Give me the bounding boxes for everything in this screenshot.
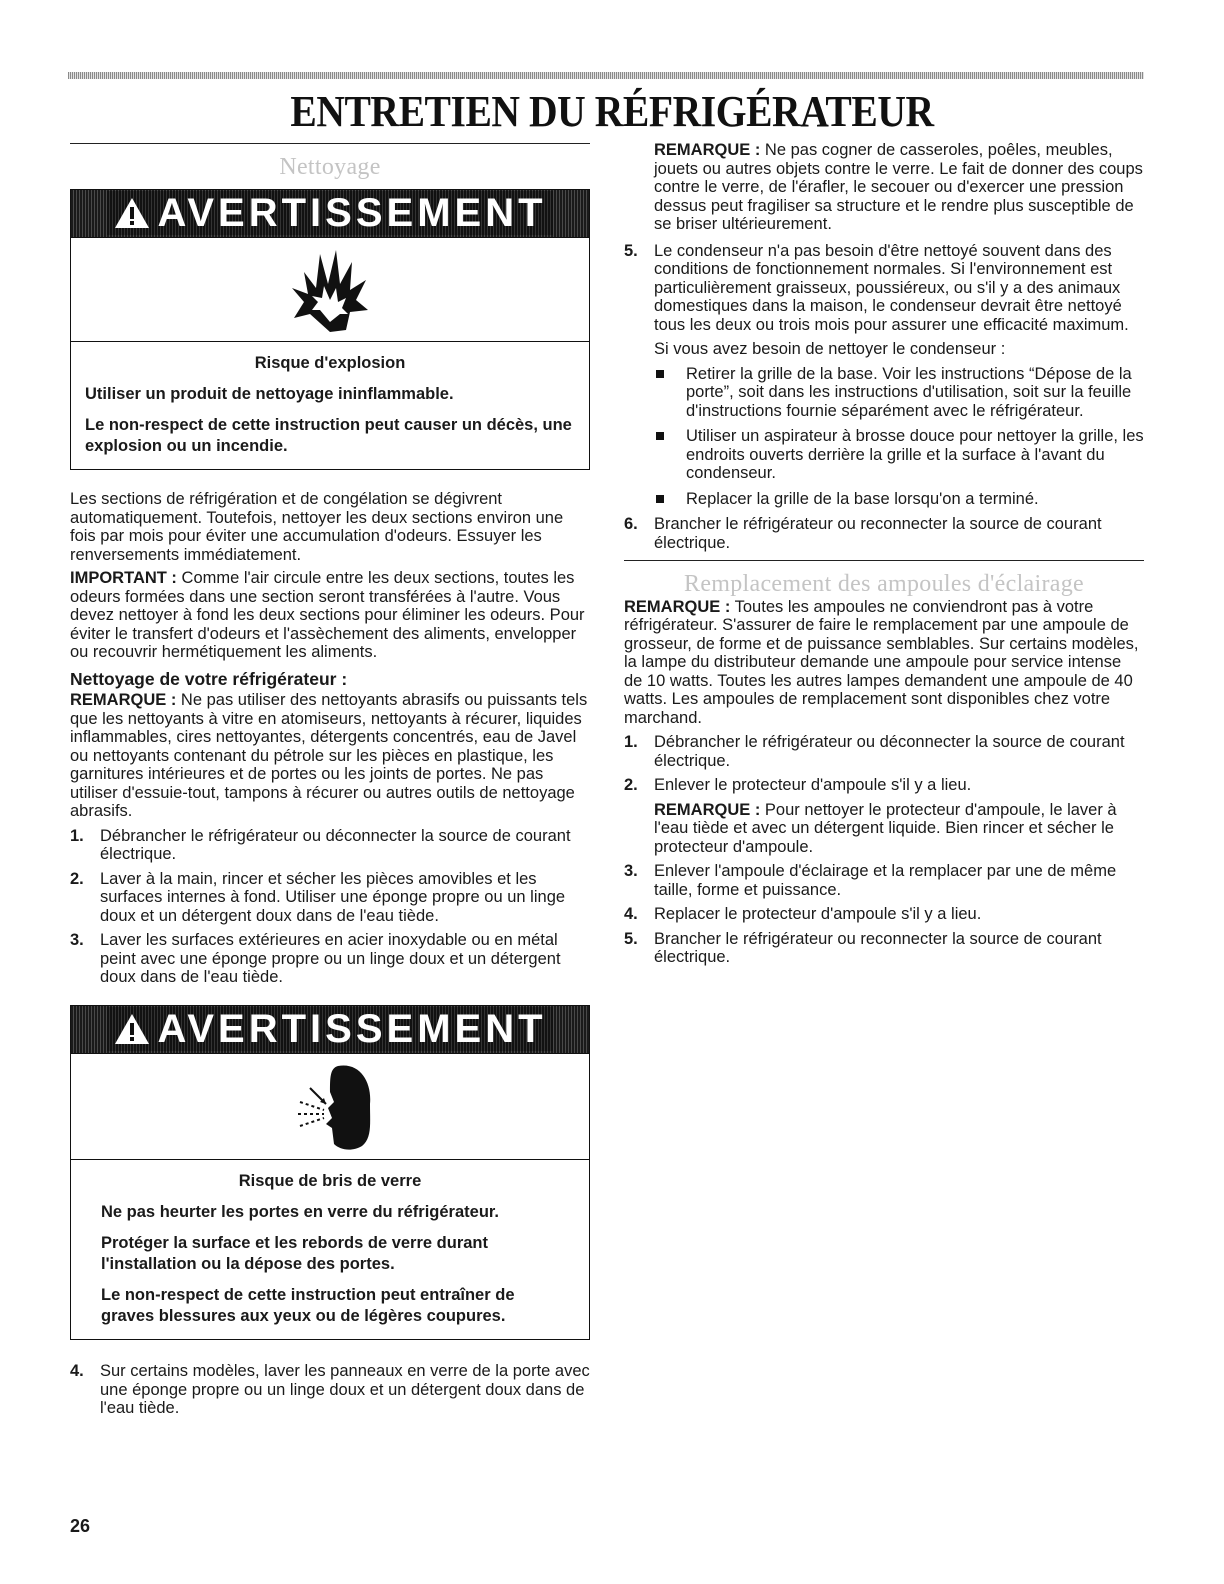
list-item: [624, 515, 1144, 552]
step-text: Enlever le protecteur d'ampoule s'il y a lieu.: [654, 776, 972, 794]
important-paragraph: [70, 569, 590, 662]
bullet-icon: [654, 490, 686, 509]
step-number: 6.: [624, 515, 638, 533]
top-rule: [68, 72, 1144, 79]
page-title: ENTRETIEN DU RÉFRIGÉRATEUR: [290, 87, 934, 136]
step-text: Laver les surfaces extérieures en acier inoxydable ou en métal peint avec une éponge propre ou un linge doux et un détergent doux dans de l'eau tiède.: [100, 931, 561, 986]
list-item: [624, 862, 1144, 899]
note-text: Ne pas cogner de casseroles, poêles, meubles, jouets ou autres objets contre le verre. Le fait de donner des coups contre le verre, de l'érafler, le secouer ou d'exercer une pression dessus peut fragiliser sa structure et le rendre plus susceptible de se briser ultérieurement.: [654, 141, 1143, 233]
step-number: 4.: [624, 905, 638, 923]
note-text: Pour nettoyer le protecteur d'ampoule, le laver à l'eau tiède et avec un détergent liquide. Bien rincer et sécher le protecteur d'ampoule.: [654, 800, 1117, 856]
list-item: [70, 1362, 590, 1418]
warning-title: AVERTISSEMENT: [157, 1007, 547, 1051]
note-label: REMARQUE :: [654, 800, 761, 819]
warning-risk: Risque de bris de verre: [238, 1171, 422, 1190]
indent-spacer: [624, 141, 654, 234]
warning-line: Protéger la surface et les rebords de verre durant l'installation ou la dépose des portes.: [101, 1234, 488, 1273]
list-item: [654, 427, 1144, 483]
left-column: [70, 143, 590, 1424]
step-number: 1.: [70, 826, 84, 845]
list-item: [624, 801, 1144, 857]
step-number: 4.: [70, 1362, 84, 1380]
step-text: Laver à la main, rincer et sécher les pièces amovibles et les surfaces internes à fond. Utiliser une éponge propre ou un linge doux et un détergent doux dans de l'eau tiède.: [100, 869, 566, 925]
list-item: [70, 931, 590, 987]
section-rule: [624, 560, 1144, 561]
bullet-icon: [654, 427, 686, 483]
important-text: Comme l'air circule entre les deux sections, toutes les odeurs formées dans une section seront transférées à l'autre. Vous devez nettoyer à fond les deux sections pour éliminer les odeurs. Pour éviter le transfert d'odeurs et l'assèchement des aliments, envelopper ou recouvrir hermétiquement les aliments.: [70, 569, 585, 661]
warning-line: Le non-respect de cette instruction peut causer un décès, une explosion ou un incendie.: [85, 416, 572, 455]
warning-icon-row: [71, 1054, 589, 1160]
bulbs-note-paragraph: [624, 598, 1144, 728]
step-number: 3.: [624, 862, 638, 880]
glass-note: [654, 141, 1144, 234]
warning-box-glass: [70, 1005, 590, 1341]
eye-injury-icon: [280, 1058, 380, 1154]
warning-header: [71, 1006, 589, 1054]
list-item: [624, 242, 1144, 335]
list-item: [624, 930, 1144, 967]
note-label: REMARQUE :: [654, 141, 761, 159]
step-text: Le condenseur n'a pas besoin d'être nettoyé souvent dans des conditions de fonctionnement normales. Si l'environnement est particulièrement graisseux, poussiéreux, ou s'il y a des animaux domestiques dans la maison, le condenseur devrait être nettoyé tous les deux ou trois mois pour assurer une efficacité maximum.: [654, 241, 1129, 334]
subheading-cleaning: Nettoyage de votre réfrigérateur :: [70, 668, 348, 689]
step-number: 1.: [624, 733, 638, 751]
warning-triangle-icon: [113, 196, 151, 230]
condenser-intro: Si vous avez besoin de nettoyer le condenseur :: [654, 340, 1006, 358]
step2-note: [654, 801, 1144, 857]
intro-paragraph: Les sections de réfrigération et de congélation se dégivrent automatiquement. Toutefois, nettoyer les deux sections environ une fois par mois pour éviter une accumulation d'odeurs. Essuyer les renversements immédiatement.: [70, 490, 564, 564]
bullet-text: Retirer la grille de la base. Voir les instructions “Dépose de la porte”, soit dans les instructions d'utilisation, soit sur la feuille d'instructions fournie séparément avec le réfrigérateur.: [686, 364, 1132, 420]
list-item: [624, 776, 1144, 795]
indent-spacer: [624, 340, 654, 359]
list-item: [70, 827, 590, 864]
step-number: 5.: [624, 241, 638, 260]
indent-spacer: [624, 801, 654, 857]
step-text: Brancher le réfrigérateur ou reconnecter la source de courant électrique.: [654, 929, 1102, 966]
warning-title: AVERTISSEMENT: [157, 191, 547, 235]
warning-risk: Risque d'explosion: [254, 353, 406, 372]
step-number: 3.: [70, 931, 84, 949]
cleaning-steps: [70, 827, 590, 987]
cleaning-steps-final: [624, 515, 1144, 552]
note-label: REMARQUE :: [624, 597, 731, 616]
section-title-cleaning: Nettoyage: [279, 154, 381, 180]
list-item: [70, 870, 590, 926]
step-text: Brancher le réfrigérateur ou reconnecter la source de courant électrique.: [654, 515, 1102, 552]
bulb-steps: [624, 733, 1144, 967]
note-text: Ne pas utiliser des nettoyants abrasifs ou puissants tels que les nettoyants à vitre en atomiseurs, nettoyants à récurer, liquides inflammables, cires nettoyantes, détergents concentrés, eau de Javel ou nettoyants contenant du pétrole sur les pièces en plastique, les garnitures intérieures et de portes ou les joints de portes. Ne pas utiliser d'essuie-tout, tampons à récurer ou autres outils de nettoyage abrasifs.: [70, 691, 588, 820]
cleaning-steps-continued: [70, 1362, 590, 1418]
warning-icon-row: [71, 238, 589, 342]
important-label: IMPORTANT :: [70, 569, 177, 587]
list-item: [654, 490, 1144, 509]
step-number: 2.: [624, 776, 638, 794]
warning-triangle-icon: [113, 1012, 151, 1046]
warning-line: Utiliser un produit de nettoyage ininflammable.: [85, 385, 454, 403]
warning-line: Le non-respect de cette instruction peut entraîner de graves blessures aux yeux ou de légères coupures.: [101, 1286, 515, 1325]
explosion-icon: [290, 244, 370, 334]
step-text: Sur certains modèles, laver les panneaux en verre de la porte avec une éponge propre ou un linge doux et un détergent doux dans de l'eau tiède.: [100, 1362, 590, 1417]
bullet-icon: [654, 365, 686, 421]
note-text: Toutes les ampoules ne conviendront pas à votre réfrigérateur. S'assurer de faire le remplacement par une ampoule de grosseur, de forme et de puissance semblables. Sur certains modèles, la lampe du distributeur demande une ampoule pour service intense de 10 watts. Toutes les autres lampes demandent une ampoule de 40 watts. Les ampoules de remplacement sont disponibles chez votre marchand.: [624, 597, 1139, 727]
warning-line: Ne pas heurter les portes en verre du réfrigérateur.: [101, 1203, 499, 1221]
page-number: 26: [70, 1516, 91, 1536]
note-paragraph: [70, 691, 590, 821]
step-text: Débrancher le réfrigérateur ou déconnecter la source de courant électrique.: [100, 826, 571, 863]
step-number: 5.: [624, 929, 638, 948]
list-item: [624, 141, 1144, 234]
step-text: Enlever l'ampoule d'éclairage et la remplacer par une de même taille, forme et puissance.: [654, 862, 1117, 899]
condenser-bullets: [624, 365, 1144, 509]
note-label: REMARQUE :: [70, 691, 177, 709]
list-item: [624, 340, 1144, 359]
glass-note-block: [624, 141, 1144, 359]
warning-box-explosion: [70, 189, 590, 471]
step-number: 2.: [70, 869, 84, 888]
warning-header: [71, 190, 589, 238]
right-column: [624, 141, 1144, 973]
list-item: [624, 905, 1144, 924]
bullet-text: Utiliser un aspirateur à brosse douce pour nettoyer la grille, les endroits ouverts derrière la grille et la surface à l'avant du condenseur.: [686, 427, 1144, 482]
step-text: Replacer le protecteur d'ampoule s'il y a lieu.: [654, 905, 982, 923]
section-rule: [70, 143, 590, 144]
list-item: [654, 365, 1144, 421]
list-item: [624, 733, 1144, 770]
section-title-bulbs: Remplacement des ampoules d'éclairage: [684, 571, 1084, 597]
bullet-text: Replacer la grille de la base lorsqu'on a terminé.: [686, 489, 1039, 508]
step-text: Débrancher le réfrigérateur ou déconnecter la source de courant électrique.: [654, 733, 1125, 770]
